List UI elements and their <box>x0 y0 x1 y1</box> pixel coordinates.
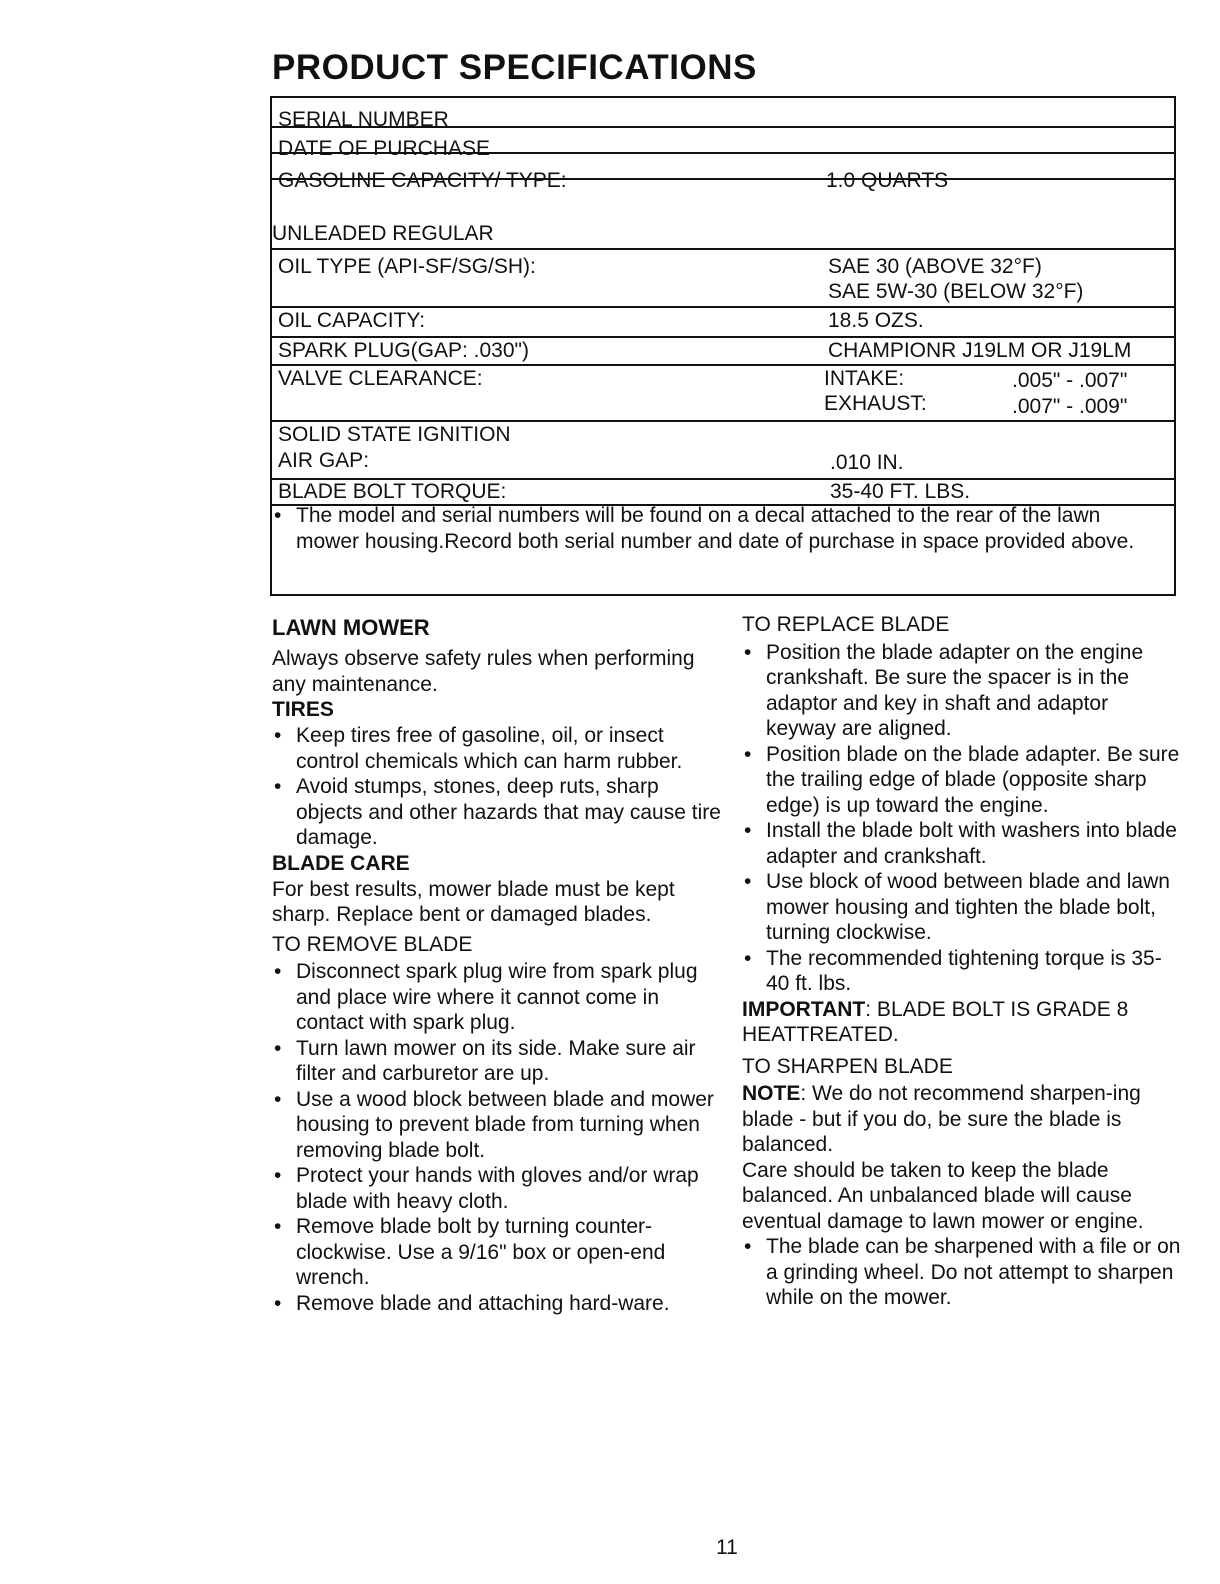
blade-care-heading: BLADE CARE <box>272 851 410 875</box>
page-title: PRODUCT SPECIFICATIONS <box>272 48 757 87</box>
list-item: • Remove blade bolt by turning counter-clockwise. Use a 9/16" box or open-end wrench. <box>272 1214 722 1291</box>
unleaded-label: UNLEADED REGULAR <box>272 222 494 245</box>
remove-blade-list <box>272 959 722 1316</box>
spec-note-text: The model and serial numbers will be found on a decal attached to the rear of the lawn mower housing.Record both serial number and date of purchase in space provided above. <box>296 504 1135 553</box>
air-gap-value: .010 IN. <box>830 451 904 474</box>
tires-heading: TIRES <box>272 698 334 721</box>
note-label: NOTE <box>742 1082 801 1105</box>
list-item: • Turn lawn mower on its side. Make sure air filter and carburetor are up. <box>272 1036 722 1087</box>
care-text: Care should be taken to keep the blade balanced. An unbalanced blade will cause eventual damage to lawn mower or engine. <box>742 1158 1144 1233</box>
important-note <box>742 997 1182 1048</box>
right-column <box>742 612 1182 1311</box>
spec-table <box>270 96 1176 596</box>
oil-type-label: OIL TYPE (API-SF/SG/SH): <box>278 255 536 278</box>
list-item: • Use a wood block between blade and mower housing to prevent blade from turning when removing blade bolt. <box>272 1087 722 1164</box>
exhaust-value: .007" - .009" <box>1012 395 1128 418</box>
spark-plug-value: CHAMPIONR J19LM OR J19LM <box>828 339 1132 362</box>
left-column <box>272 614 722 1316</box>
row-divider <box>272 248 1174 250</box>
list-item: • Disconnect spark plug wire from spark plug and place wire where it cannot come in contact with spark plug. <box>272 959 722 1036</box>
spec-note <box>274 503 1154 555</box>
oil-type-value-2: SAE 5W-30 (BELOW 32°F) <box>828 280 1084 303</box>
important-label: IMPORTANT <box>742 997 866 1021</box>
list-item: • The blade can be sharpened with a file or on a grinding wheel. Do not attempt to sharpen while on the mower. <box>742 1234 1182 1311</box>
oil-capacity-label: OIL CAPACITY: <box>278 309 426 332</box>
torque-value: 35-40 FT. LBS. <box>830 480 971 503</box>
list-item: • Avoid stumps, stones, deep ruts, sharp objects and other hazards that may cause tire damage. <box>272 774 722 851</box>
intake-label: INTAKE: <box>824 367 905 390</box>
sharpen-blade-heading: TO SHARPEN BLADE <box>742 1054 953 1078</box>
list-item: • Use block of wood between blade and lawn mower housing and tighten the blade bolt, turning clockwise. <box>742 869 1182 946</box>
tires-list <box>272 723 722 851</box>
serial-number-label: SERIAL NUMBER <box>278 108 449 131</box>
oil-capacity-value: 18.5 OZS. <box>828 309 924 332</box>
note-text: : We do not recommend sharpen-ing blade - but if you do, be sure the blade is balanced. <box>742 1082 1141 1156</box>
list-item: • Install the blade bolt with washers into blade adapter and crankshaft. <box>742 818 1182 869</box>
torque-label: BLADE BOLT TORQUE: <box>278 480 507 503</box>
exhaust-label: EXHAUST: <box>824 392 927 415</box>
date-of-purchase-label: DATE OF PURCHASE <box>278 137 490 160</box>
spark-plug-label: SPARK PLUG(GAP: .030") <box>278 339 529 362</box>
lawn-mower-heading: LAWN MOWER <box>272 615 430 640</box>
list-item: • Position blade on the blade adapter. Be sure the trailing edge of blade (opposite sharp edge) is up toward the engine. <box>742 742 1182 819</box>
lawn-mower-intro: Always observe safety rules when performing any maintenance. <box>272 647 695 696</box>
replace-blade-heading: TO REPLACE BLADE <box>742 613 950 636</box>
ignition-label: SOLID STATE IGNITION <box>278 423 511 446</box>
list-item: • Remove blade and attaching hard-ware. <box>272 1291 722 1317</box>
oil-type-value-1: SAE 30 (ABOVE 32°F) <box>828 255 1042 278</box>
gasoline-label: GASOLINE CAPACITY/ TYPE: <box>278 169 567 192</box>
list-item: • Position the blade adapter on the engine crankshaft. Be sure the spacer is in the adaptor and key in shaft and adaptor keyway are aligned. <box>742 640 1182 742</box>
bullet: • <box>274 504 282 527</box>
list-item: • The recommended tightening torque is 35-40 ft. lbs. <box>742 946 1182 997</box>
gasoline-value: 1.0 QUARTS <box>826 169 949 192</box>
list-item: • Protect your hands with gloves and/or wrap blade with heavy cloth. <box>272 1163 722 1214</box>
page-number: 11 <box>716 1536 738 1559</box>
sharpen-note <box>742 1081 1182 1158</box>
valve-clearance-label: VALVE CLEARANCE: <box>278 367 483 390</box>
important-text: : BLADE BOLT IS GRADE 8 HEATTREATED. <box>742 997 1129 1046</box>
blade-care-text: For best results, mower blade must be kept sharp. Replace bent or damaged blades. <box>272 877 675 926</box>
list-item: • Keep tires free of gasoline, oil, or insect control chemicals which can harm rubber. <box>272 723 722 774</box>
replace-blade-list <box>742 640 1182 997</box>
air-gap-label: AIR GAP: <box>278 449 370 472</box>
remove-blade-heading: TO REMOVE BLADE <box>272 932 473 956</box>
sharpen-list <box>742 1234 1182 1311</box>
intake-value: .005" - .007" <box>1012 369 1128 392</box>
